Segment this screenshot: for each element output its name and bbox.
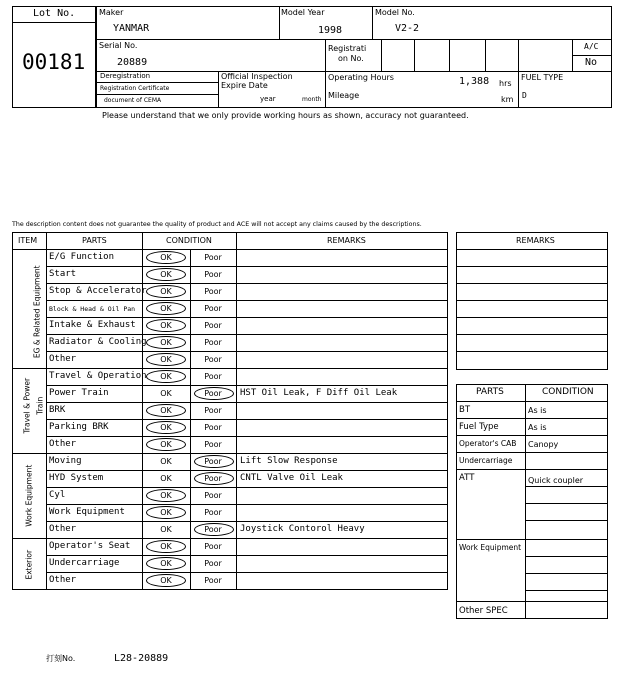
stamp-label: 打刻No. — [46, 654, 76, 663]
dereg-line-1 — [96, 82, 218, 83]
row-line — [46, 334, 448, 335]
row-line — [46, 470, 448, 471]
vline-reg-4 — [485, 39, 486, 71]
item-header: ITEM — [18, 236, 38, 245]
part-name: HYD System — [49, 473, 104, 483]
ok-option[interactable]: OK — [160, 440, 172, 449]
dereg-line-2 — [96, 94, 218, 95]
right-parts-line — [456, 435, 608, 436]
right-remarks-table — [456, 232, 608, 370]
condition-circle — [194, 387, 234, 400]
poor-option[interactable]: Poor — [204, 559, 222, 568]
poor-option[interactable]: Poor — [204, 423, 222, 432]
remarks-header: REMARKS — [327, 236, 366, 245]
condition-circle — [146, 574, 186, 587]
vline-inspect-hours — [325, 71, 326, 108]
header-row-line-1 — [96, 39, 612, 40]
condition-circle — [146, 268, 186, 281]
right-parts-line — [456, 469, 608, 470]
part-name: Other — [49, 575, 77, 585]
ok-option[interactable]: OK — [160, 338, 172, 347]
right-parts-line — [456, 539, 608, 540]
remark-text: CNTL Valve Oil Leak — [240, 473, 343, 483]
row-line — [12, 538, 448, 539]
right-parts-line — [456, 418, 608, 419]
poor-option[interactable]: Poor — [204, 372, 222, 381]
group-label-travel-2: Train — [35, 396, 45, 415]
month-label: month — [302, 96, 322, 103]
poor-option[interactable]: Poor — [204, 457, 222, 466]
operating-hours-value: 1,388 — [459, 76, 490, 87]
part-name: Radiator & Cooling — [49, 337, 147, 347]
right-remark-line — [456, 283, 608, 284]
ok-option[interactable]: OK — [160, 525, 172, 534]
row-line — [12, 368, 448, 369]
condition-circle — [146, 370, 186, 383]
ok-option[interactable]: OK — [160, 321, 172, 330]
part-name: Block & Head & Oil Pan — [49, 305, 136, 313]
registration-label-1: Registrati — [328, 44, 367, 53]
right-part-condition: Canopy — [528, 440, 559, 449]
deregistration-label: Deregistration — [100, 72, 151, 80]
fuel-type-label: FUEL TYPE — [521, 73, 564, 82]
ok-option[interactable]: OK — [160, 287, 172, 296]
right-part-condition: As is — [528, 406, 547, 415]
header-bottom-line — [12, 249, 448, 250]
right-remark-line — [456, 317, 608, 318]
right-remark-line — [456, 334, 608, 335]
ac-label: A/C — [584, 42, 599, 51]
row-line — [46, 555, 448, 556]
right-parts-header: PARTS — [476, 387, 504, 397]
maker-label: Maker — [99, 8, 124, 17]
row-line — [46, 351, 448, 352]
part-name: Parking BRK — [49, 422, 109, 432]
poor-option[interactable]: Poor — [204, 508, 222, 517]
condition-circle — [146, 421, 186, 434]
right-parts-line — [525, 520, 608, 521]
right-parts-line — [525, 556, 608, 557]
ok-option[interactable]: OK — [160, 389, 172, 398]
right-parts-line — [525, 503, 608, 504]
part-name: Work Equipment — [49, 507, 125, 517]
part-name: Operator's Seat — [49, 541, 131, 551]
part-name: Moving — [49, 456, 82, 466]
poor-option[interactable]: Poor — [204, 440, 222, 449]
right-part-name: Fuel Type — [459, 422, 499, 432]
right-remark-line — [456, 249, 608, 250]
poor-option[interactable]: Poor — [204, 576, 222, 585]
row-line — [46, 487, 448, 488]
ac-divider — [572, 55, 612, 56]
poor-option[interactable]: Poor — [204, 525, 222, 534]
part-name: Undercarriage — [49, 558, 120, 568]
remark-text: Lift Slow Response — [240, 456, 338, 466]
poor-option[interactable]: Poor — [204, 542, 222, 551]
model-no-label: Model No. — [375, 8, 415, 17]
part-name: Start — [49, 269, 77, 279]
model-year-label: Model Year — [281, 8, 325, 17]
condition-circle — [146, 489, 186, 502]
condition-circle — [146, 319, 186, 332]
group-label-eg: EG & Related Equipment — [32, 265, 42, 359]
right-remark-line — [456, 266, 608, 267]
part-name: Power Train — [49, 388, 109, 398]
vline-serial-reg — [325, 39, 326, 71]
row-line — [12, 589, 448, 590]
serial-label: Serial No. — [99, 41, 138, 50]
right-part-condition: Quick coupler — [528, 476, 584, 485]
row-line — [12, 453, 448, 454]
poor-option[interactable]: Poor — [204, 355, 222, 364]
part-name: Travel & Operation — [49, 371, 147, 381]
registration-label-2: on No. — [338, 54, 364, 63]
vline-reg-2 — [414, 39, 415, 71]
part-name: Intake & Exhaust — [49, 320, 136, 330]
ok-option[interactable]: OK — [160, 253, 172, 262]
remark-text: HST Oil Leak, F Diff Oil Leak — [240, 388, 398, 398]
part-name: Other — [49, 439, 77, 449]
right-part-name: Undercarriage — [459, 456, 513, 465]
vline-reg-3 — [449, 39, 450, 71]
group-label-travel-1: Travel & Power — [22, 377, 32, 434]
ok-option[interactable]: OK — [160, 474, 172, 483]
registration-certificate-label: Registration Certificate — [100, 85, 170, 92]
poor-option[interactable]: Poor — [204, 406, 222, 415]
vline-reg-1 — [381, 39, 382, 71]
ok-option[interactable]: OK — [160, 355, 172, 364]
row-line — [46, 436, 448, 437]
condition-circle — [146, 438, 186, 451]
poor-option[interactable]: Poor — [204, 474, 222, 483]
model-no-value: V2-2 — [395, 23, 420, 34]
part-name: Stop & Accelerator — [49, 286, 147, 296]
right-parts-line — [456, 452, 608, 453]
row-line — [46, 419, 448, 420]
right-part-name: ATT — [459, 473, 475, 483]
ok-option[interactable]: OK — [160, 508, 172, 517]
remark-text: Joystick Contorol Heavy — [240, 524, 365, 534]
disclaimer: The description content does not guarantee the quality of product and ACE will not accept any claims caused by the descriptions. — [12, 221, 422, 228]
year-label: year — [260, 95, 276, 103]
condition-circle — [146, 302, 186, 315]
vline-maker-year — [279, 6, 280, 39]
condition-circle — [146, 557, 186, 570]
right-parts-line — [525, 486, 608, 487]
row-line — [46, 266, 448, 267]
condition-circle — [146, 285, 186, 298]
row-line — [46, 402, 448, 403]
right-part-name: Other SPEC — [459, 606, 508, 616]
condition-circle — [146, 404, 186, 417]
condition-circle — [194, 523, 234, 536]
cema-document-label: document of CEMA — [104, 97, 162, 104]
poor-option[interactable]: Poor — [204, 338, 222, 347]
poor-option[interactable]: Poor — [204, 287, 222, 296]
right-condition-header: CONDITION — [542, 387, 594, 397]
row-line — [46, 521, 448, 522]
official-inspection-label: Official Inspection — [221, 72, 293, 81]
right-parts-line — [456, 401, 608, 402]
vline-year-model — [372, 6, 373, 39]
stamp-value: L28-20889 — [114, 653, 169, 664]
poor-option[interactable]: Poor — [204, 321, 222, 330]
poor-option[interactable]: Poor — [204, 270, 222, 279]
right-part-condition: As is — [528, 423, 547, 432]
ok-option[interactable]: OK — [160, 304, 172, 313]
condition-header: CONDITION — [166, 236, 212, 245]
poor-option[interactable]: Poor — [204, 304, 222, 313]
fuel-type-value: D — [522, 91, 527, 100]
expire-date-label: Expire Date — [221, 81, 268, 90]
right-part-name: BT — [459, 405, 471, 415]
right-parts-line — [525, 590, 608, 591]
ok-option[interactable]: OK — [160, 406, 172, 415]
vline-reg-5 — [518, 39, 519, 71]
poor-option[interactable]: Poor — [204, 491, 222, 500]
vline-dereg-inspect — [218, 71, 219, 108]
ok-option[interactable]: OK — [160, 372, 172, 381]
condition-circle — [146, 353, 186, 366]
mileage-label: Mileage — [328, 91, 360, 100]
row-line — [46, 385, 448, 386]
header-row-line-2 — [96, 71, 612, 72]
group-label-exterior: Exterior — [24, 549, 34, 580]
lot-number: 00181 — [22, 50, 86, 74]
ok-option[interactable]: OK — [160, 457, 172, 466]
part-name: Other — [49, 354, 77, 364]
right-parts-table — [456, 384, 608, 619]
serial-value: 20889 — [117, 57, 148, 68]
condition-circle — [194, 455, 234, 468]
ok-option[interactable]: OK — [160, 491, 172, 500]
right-parts-col-line — [525, 384, 526, 619]
poor-option[interactable]: Poor — [204, 253, 222, 262]
ok-option[interactable]: OK — [160, 423, 172, 432]
condition-circle — [146, 336, 186, 349]
part-name: Other — [49, 524, 77, 534]
row-line — [46, 317, 448, 318]
right-remarks-header: REMARKS — [516, 236, 555, 245]
lot-divider — [12, 22, 96, 23]
operating-hours-label: Operating Hours — [328, 73, 394, 82]
ac-value: No — [585, 57, 598, 68]
condition-circle — [146, 540, 186, 553]
right-remark-line — [456, 351, 608, 352]
right-parts-line — [456, 601, 608, 602]
notice-hours: Please understand that we only provide working hours as shown, accuracy not guaranteed. — [102, 111, 469, 120]
km-unit: km — [501, 95, 514, 104]
row-line — [46, 300, 448, 301]
row-line — [46, 504, 448, 505]
poor-option[interactable]: Poor — [204, 389, 222, 398]
part-name: BRK — [49, 405, 66, 415]
part-name: E/G Function — [49, 252, 115, 262]
col-line-remarks — [236, 232, 237, 590]
condition-circle — [146, 251, 186, 264]
row-line — [46, 572, 448, 573]
right-remark-line — [456, 300, 608, 301]
parts-header: PARTS — [82, 236, 107, 245]
row-line — [46, 283, 448, 284]
hrs-unit: hrs — [499, 79, 512, 88]
vline-hours-fuel — [518, 71, 519, 108]
condition-circle — [194, 472, 234, 485]
lot-label: Lot No. — [33, 8, 76, 19]
ok-option[interactable]: OK — [160, 576, 172, 585]
col-line-parts — [46, 232, 47, 590]
part-name: Cyl — [49, 490, 66, 500]
ok-option[interactable]: OK — [160, 270, 172, 279]
ok-option[interactable]: OK — [160, 542, 172, 551]
model-year-value: 1998 — [318, 25, 343, 36]
condition-circle — [146, 506, 186, 519]
right-part-name: Operator's CAB — [459, 439, 517, 448]
right-parts-line — [525, 573, 608, 574]
right-part-name: Work Equipment — [459, 543, 522, 552]
maker-value: YANMAR — [113, 23, 150, 34]
group-label-work: Work Equipment — [24, 464, 34, 527]
ok-option[interactable]: OK — [160, 559, 172, 568]
